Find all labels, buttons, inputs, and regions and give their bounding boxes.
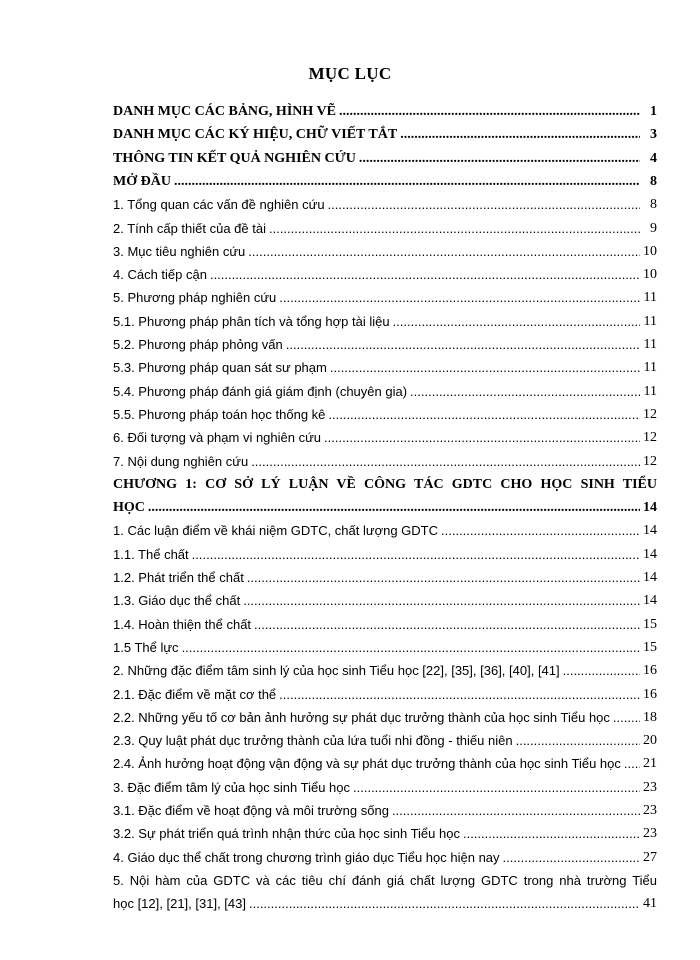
- toc-entry-label: 5. Phương pháp nghiên cứu: [113, 290, 277, 306]
- toc-page-number: 11: [643, 337, 657, 352]
- toc-dot-leader: [393, 313, 640, 331]
- toc-dot-leader: [339, 103, 640, 121]
- toc-dot-leader: [192, 546, 640, 564]
- toc-dot-leader: [503, 849, 640, 867]
- toc-page-number: 23: [643, 803, 657, 818]
- toc-entry[interactable]: [113, 891, 657, 913]
- toc-page-number: 11: [643, 290, 657, 306]
- toc-page-number: 4: [650, 150, 657, 166]
- toc-dot-leader: [330, 359, 640, 377]
- toc-dot-leader: [148, 499, 640, 517]
- toc-page-number: 14: [643, 546, 657, 562]
- toc-entry-label: 1.2. Phát triển thể chất: [113, 570, 244, 585]
- toc-page-number: 27: [643, 849, 657, 865]
- toc-page-number: 12: [643, 406, 657, 422]
- toc-entry-label: 4. Cách tiếp cận: [113, 267, 207, 283]
- toc-entry-label: 1.5 Thể lực: [113, 639, 179, 655]
- toc-entry[interactable]: [113, 122, 657, 144]
- toc-entry[interactable]: [113, 239, 657, 261]
- toc-page-number: 16: [643, 686, 657, 702]
- toc-entry-label: học [12], [21], [31], [43]: [113, 896, 246, 912]
- toc-entry[interactable]: [113, 99, 657, 121]
- toc-entry[interactable]: [113, 682, 657, 704]
- toc-entry[interactable]: [113, 169, 657, 191]
- toc-page-number: 9: [650, 220, 657, 236]
- toc-dot-leader: [243, 592, 640, 610]
- toc-dot-leader: [328, 406, 640, 424]
- toc-entry[interactable]: [113, 798, 657, 820]
- toc-entry-label: DANH MỤC CÁC KÝ HIỆU, CHỮ VIẾT TẮT: [113, 127, 398, 143]
- toc-page-number: 23: [643, 826, 657, 842]
- toc-entry[interactable]: [113, 775, 657, 797]
- toc-entry-label: 2.3. Quy luật phát dục trưởng thành của lứa tuổi nhi đồng - thiếu niên: [113, 733, 513, 749]
- toc-entry-label: DANH MỤC CÁC BẢNG, HÌNH VẼ: [113, 104, 336, 119]
- toc-entry-label: 1.4. Hoàn thiện thể chất: [113, 616, 252, 632]
- toc-entry-label: THÔNG TIN KẾT QUẢ NGHIÊN CỨU: [113, 150, 356, 166]
- toc-page-number: 15: [643, 616, 657, 632]
- toc-entry[interactable]: [113, 402, 657, 424]
- toc-entry-label: 1. Tổng quan các vấn đề nghiên cứu: [113, 197, 325, 213]
- page-title: MỤC LỤC: [308, 64, 392, 83]
- toc-entry-label: HỌC: [113, 500, 145, 516]
- toc-entry-label: 3.1. Đặc điểm về hoạt động và môi trường sống: [113, 803, 389, 818]
- toc-page-number: 8: [650, 173, 657, 189]
- toc-entry[interactable]: [113, 495, 657, 517]
- toc-entry[interactable]: [113, 216, 657, 238]
- toc-entry[interactable]: [113, 518, 657, 540]
- toc-entry-label: 5.1. Phương pháp phân tích và tổng hợp tài liệu: [113, 313, 390, 329]
- toc-entry[interactable]: [113, 868, 657, 890]
- toc-entry[interactable]: [113, 472, 657, 494]
- toc-entry-label: 2.1. Đặc điểm về mặt cơ thể: [113, 686, 277, 702]
- toc-dot-leader: [247, 569, 640, 587]
- toc-dot-leader: [359, 150, 640, 168]
- toc-page-number: 11: [643, 313, 657, 329]
- toc-page-number: 15: [643, 639, 657, 655]
- toc-page-number: 14: [643, 500, 657, 516]
- toc-entry[interactable]: [113, 542, 657, 564]
- toc-entry-label: MỞ ĐẦU: [113, 173, 171, 189]
- toc-dot-leader: [251, 453, 640, 471]
- toc-dot-leader: [328, 196, 640, 214]
- toc-entry[interactable]: [113, 262, 657, 284]
- toc-dot-leader: [613, 709, 640, 727]
- toc-entry-label: 1.1. Thể chất: [113, 546, 189, 562]
- toc-entry[interactable]: [113, 332, 657, 354]
- toc-dot-leader: [324, 429, 640, 447]
- toc-entry[interactable]: [113, 192, 657, 214]
- toc-entry-label: 1.3. Giáo dục thể chất: [113, 593, 241, 609]
- toc-page-number: 21: [643, 756, 657, 772]
- toc-dot-leader: [254, 616, 640, 634]
- toc-dot-leader: [269, 220, 640, 238]
- toc-entry-label: 2. Tính cấp thiết của đề tài: [113, 220, 266, 236]
- toc-entry[interactable]: [113, 565, 657, 587]
- toc-entry[interactable]: [113, 728, 657, 750]
- toc-page-number: 10: [643, 267, 657, 283]
- toc-dot-leader: [400, 126, 640, 144]
- toc-dot-leader: [410, 383, 640, 401]
- toc-entry[interactable]: [113, 309, 657, 331]
- toc-entry-label: 3. Đặc điểm tâm lý của học sinh Tiểu học: [113, 779, 351, 795]
- toc-dot-leader: [563, 662, 640, 680]
- toc-dot-leader: [182, 639, 640, 657]
- toc-page-number: 23: [643, 779, 657, 795]
- toc-page-number: 14: [643, 570, 657, 585]
- toc-entry[interactable]: [113, 146, 657, 168]
- toc-entry-label: 5.3. Phương pháp quan sát sư phạm: [113, 360, 327, 376]
- toc-dot-leader: [286, 336, 640, 354]
- toc-page-number: 18: [643, 709, 657, 725]
- toc-entry-label: 2.2. Những yếu tố cơ bản ảnh hưởng sự phát dục trưởng thành của học sinh Tiểu học: [113, 709, 610, 725]
- toc-entry-label: 3. Mục tiêu nghiên cứu: [113, 243, 246, 259]
- toc-entry-label: 5. Nội hàm của GDTC và các tiêu chí đánh giá chất lượng GDTC trong nhà trường Tiểu: [113, 872, 657, 888]
- toc-entry-label: 4. Giáo dục thể chất trong chương trình giáo dục Tiểu học hiện nay: [113, 849, 500, 865]
- toc-entry-label: 7. Nội dung nghiên cứu: [113, 453, 249, 469]
- toc-entry[interactable]: [113, 821, 657, 843]
- toc-dot-leader: [516, 732, 640, 750]
- toc-entry[interactable]: [113, 588, 657, 610]
- toc-page-number: 11: [643, 360, 657, 376]
- toc-page-number: 12: [643, 430, 657, 446]
- toc-entry[interactable]: [113, 635, 657, 657]
- toc-dot-leader: [279, 686, 640, 704]
- toc-entry[interactable]: [113, 285, 657, 307]
- toc-entry-label: 5.2. Phương pháp phỏng vấn: [113, 337, 283, 352]
- toc-entry[interactable]: [113, 355, 657, 377]
- toc-entry[interactable]: [113, 449, 657, 471]
- toc-entry-label: 5.4. Phương pháp đánh giá giám định (chuyên gia): [113, 383, 408, 399]
- toc-entry[interactable]: [113, 658, 657, 680]
- toc-dot-leader: [463, 825, 640, 843]
- toc-entry[interactable]: [113, 705, 657, 727]
- toc-entry-label: 1. Các luận điểm về khái niệm GDTC, chất lượng GDTC: [113, 523, 439, 539]
- toc-entry-label: 2.4. Ảnh hưởng hoạt động vận động và sự phát dục trưởng thành của học sinh Tiểu học: [113, 756, 621, 772]
- toc-page-number: 41: [643, 896, 657, 912]
- toc-entry[interactable]: [113, 751, 657, 773]
- toc-entry[interactable]: [113, 612, 657, 634]
- toc-dot-leader: [353, 779, 640, 797]
- toc-entry-label: 2. Những đặc điểm tâm sinh lý của học sinh Tiểu học [22], [35], [36], [40], [41]: [113, 663, 560, 679]
- toc-entry-label: 6. Đối tượng và phạm vi nghiên cứu: [113, 430, 322, 446]
- toc-entry-label: 5.5. Phương pháp toán học thống kê: [113, 406, 326, 422]
- toc-page-number: 10: [643, 243, 657, 259]
- toc-page-number: 12: [643, 453, 657, 469]
- toc-entry-label: CHƯƠNG 1: CƠ SỞ LÝ LUẬN VỀ CÔNG TÁC GDTC CHO HỌC SINH TIỂU: [113, 476, 657, 492]
- toc-page-number: 3: [650, 127, 657, 143]
- toc-dot-leader: [624, 755, 640, 773]
- toc-dot-leader: [249, 895, 640, 913]
- toc-page-number: 20: [643, 733, 657, 749]
- toc-entry-label: 3.2. Sự phát triển quá trình nhận thức của học sinh Tiểu học: [113, 826, 460, 842]
- toc-page-number: 16: [643, 663, 657, 679]
- toc-page-number: 8: [650, 197, 657, 213]
- toc-entry[interactable]: [113, 379, 657, 401]
- toc-dot-leader: [441, 522, 640, 540]
- toc-dot-leader: [174, 173, 640, 191]
- toc-dot-leader: [279, 289, 640, 307]
- toc-entry[interactable]: [113, 845, 657, 867]
- toc-page-number: 11: [643, 383, 657, 399]
- toc-dot-leader: [248, 243, 640, 261]
- toc-dot-leader: [392, 802, 640, 820]
- toc-page-number: 1: [650, 104, 657, 119]
- toc-entry[interactable]: [113, 425, 657, 447]
- toc-page-number: 14: [643, 523, 657, 539]
- toc-page-number: 14: [643, 593, 657, 609]
- toc-dot-leader: [210, 266, 640, 284]
